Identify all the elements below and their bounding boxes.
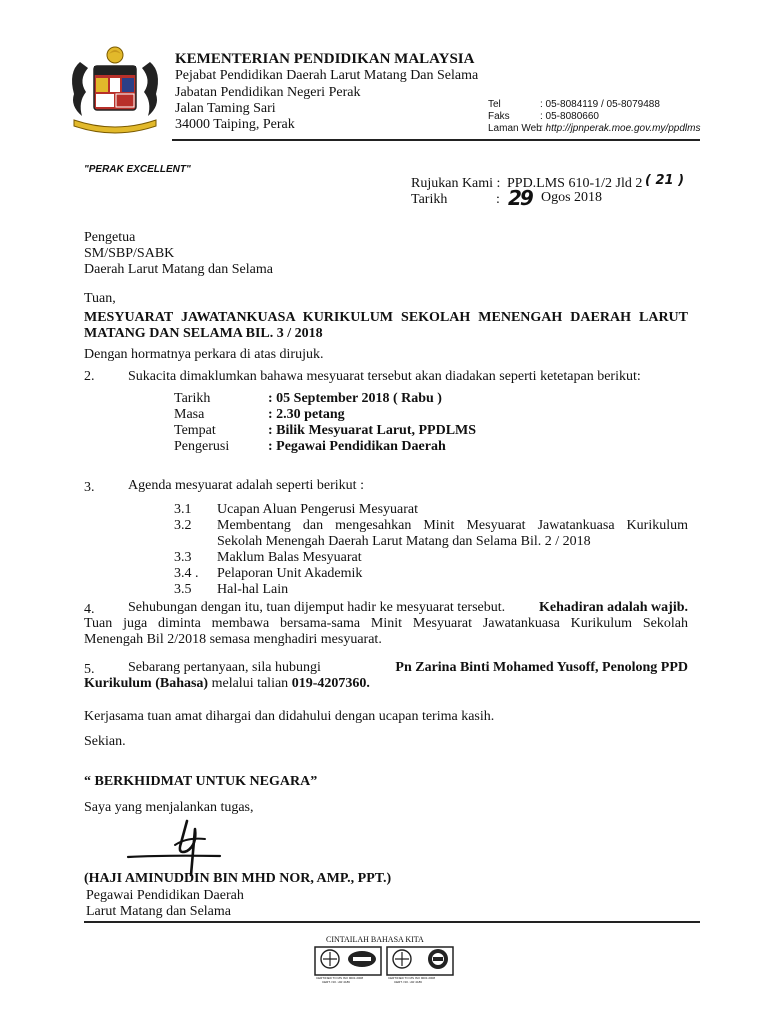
cert-left-number: CERT. NO.: AR 4186 bbox=[322, 980, 350, 984]
tel-label: Tel bbox=[488, 99, 501, 110]
faks-label: Faks bbox=[488, 111, 510, 122]
recipient-line-3: Daerah Larut Matang dan Selama bbox=[84, 262, 273, 277]
subject-line-1: MESYUARAT JAWATANKUASA KURIKULUM SEKOLAH MENENGAH DAERAH LARUT bbox=[84, 310, 688, 325]
detail-label-tempat: Tempat bbox=[174, 423, 216, 438]
detail-label-tarikh: Tarikh bbox=[174, 391, 211, 406]
agenda-number: 3.2 bbox=[174, 518, 192, 533]
agenda-item: Membentang dan mengesahkan Minit Mesyuarat Jawatankuasa Kurikulum bbox=[217, 518, 688, 533]
para4-emphasis: Kehadiran adalah wajib. bbox=[539, 600, 688, 615]
signatory-title-2: Larut Matang dan Selama bbox=[86, 904, 232, 919]
saya-text: Saya yang menjalankan tugas, bbox=[84, 800, 254, 815]
para2-number: 2. bbox=[84, 369, 95, 384]
department-name: Jabatan Pendidikan Negeri Perak bbox=[175, 85, 361, 100]
paragraph-1: Dengan hormatnya perkara di atas dirujuk. bbox=[84, 347, 324, 362]
agenda-item: Hal-hal Lain bbox=[217, 582, 289, 597]
contact-unit: Kurikulum (Bahasa) bbox=[84, 676, 209, 691]
tarikh-label: Tarikh bbox=[411, 192, 448, 207]
signatory-title-1: Pegawai Pendidikan Daerah bbox=[86, 888, 244, 903]
subject-line-2: MATANG DAN SELAMA BIL. 3 / 2018 bbox=[84, 326, 323, 341]
para4-line-2: Tuan juga diminta membawa bersama-sama Minit Mesyuarat Jawatankuasa Kurikulum Sekolah bbox=[84, 616, 688, 631]
cert-right-text: CERTIFIED TO MS ISO 9001:2008 bbox=[388, 976, 436, 980]
postcode-city: 34000 Taiping, Perak bbox=[175, 117, 295, 132]
detail-value-masa: : 2.30 petang bbox=[268, 407, 345, 422]
tarikh-month-year: Ogos 2018 bbox=[541, 190, 603, 205]
signatory-name: (HAJI AMINUDDIN BIN MHD NOR, AMP., PPT.) bbox=[84, 871, 392, 886]
contact-person: Pn Zarina Binti Mohamed Yusoff, Penolong PPD bbox=[395, 660, 688, 675]
agenda-item-continuation: Sekolah Menengah Daerah Larut Matang dan Selama Bil. 2 / 2018 bbox=[217, 534, 591, 549]
cert-right-number: CERT. NO.: AR 4186 bbox=[394, 980, 422, 984]
faks-value: : 05-8080660 bbox=[540, 111, 599, 122]
detail-value-pengerusi: : Pegawai Pendidikan Daerah bbox=[268, 439, 446, 454]
ministry-name: KEMENTERIAN PENDIDIKAN MALAYSIA bbox=[175, 51, 475, 67]
agenda-number: 3.3 bbox=[174, 550, 192, 565]
agenda-item: Pelaporan Unit Akademik bbox=[217, 566, 363, 581]
detail-label-masa: Masa bbox=[174, 407, 205, 422]
salutation: Tuan, bbox=[84, 291, 116, 306]
para4-number: 4. bbox=[84, 602, 95, 617]
rujukan-label: Rujukan Kami : bbox=[411, 176, 501, 191]
recipient-line-2: SM/SBP/SABK bbox=[84, 246, 175, 261]
recipient-line-1: Pengetua bbox=[84, 230, 136, 245]
street-address: Jalan Taming Sari bbox=[175, 101, 276, 116]
para4-line-3: Menengah Bil 2/2018 semasa menghadiri mesyuarat. bbox=[84, 632, 382, 647]
motto: "PERAK EXCELLENT" bbox=[84, 164, 191, 175]
para3-text: Agenda mesyuarat adalah seperti berikut : bbox=[128, 478, 364, 493]
website-value: : http://jpnperak.moe.gov.my/ppdlms bbox=[540, 123, 701, 134]
para5-line-1 bbox=[128, 659, 688, 676]
tarikh-handwritten-day: 29 bbox=[508, 186, 532, 210]
para5-line-2 bbox=[84, 675, 370, 692]
agenda-item: Maklum Balas Mesyuarat bbox=[217, 550, 362, 565]
agenda-number: 3.1 bbox=[174, 502, 192, 517]
detail-label-pengerusi: Pengerusi bbox=[174, 439, 230, 454]
para2-text: Sukacita dimaklumkan bahawa mesyuarat tersebut akan diadakan seperti ketetapan berikut: bbox=[128, 369, 641, 384]
tel-value: : 05-8084119 / 05-8079488 bbox=[540, 99, 660, 110]
para5-text: Sebarang pertanyaan, sila hubungi bbox=[128, 660, 321, 675]
footer-divider bbox=[84, 921, 700, 923]
detail-value-tarikh: : 05 September 2018 ( Rabu ) bbox=[268, 391, 442, 406]
para5-connector: melalui talian bbox=[211, 676, 289, 691]
para3-number: 3. bbox=[84, 480, 95, 495]
website-label: Laman Web bbox=[488, 123, 542, 134]
slogan: “ BERKHIDMAT UNTUK NEGARA” bbox=[84, 774, 318, 789]
rujukan-value: PPD.LMS 610-1/2 Jld 2 bbox=[507, 176, 643, 191]
closing-sekian: Sekian. bbox=[84, 734, 126, 749]
certification-logos bbox=[314, 946, 454, 976]
rujukan-handwritten-number: ( 21 ) bbox=[645, 173, 685, 188]
para4-line-1 bbox=[128, 599, 688, 616]
contact-phone: 019-4207360. bbox=[291, 676, 370, 691]
detail-value-tempat: : Bilik Mesyuarat Larut, PPDLMS bbox=[268, 423, 477, 438]
footer-tagline: CINTAILAH BAHASA KITA bbox=[326, 935, 424, 944]
agenda-number: 3.5 bbox=[174, 582, 192, 597]
agenda-item: Ucapan Aluan Pengerusi Mesyuarat bbox=[217, 502, 418, 517]
office-name: Pejabat Pendidikan Daerah Larut Matang Dan Selama bbox=[175, 68, 479, 83]
tarikh-colon: : bbox=[496, 192, 500, 207]
cert-left-text: CERTIFIED TO MS ISO 9001:2008 bbox=[316, 976, 364, 980]
closing-thanks: Kerjasama tuan amat dihargai dan didahului dengan ucapan terima kasih. bbox=[84, 709, 495, 724]
para4-text: Sehubungan dengan itu, tuan dijemput hadir ke mesyuarat tersebut. bbox=[128, 600, 506, 615]
coat-of-arms-crest bbox=[60, 42, 170, 134]
para5-number: 5. bbox=[84, 662, 95, 677]
header-divider bbox=[172, 139, 700, 141]
agenda-number: 3.4 . bbox=[174, 566, 199, 581]
